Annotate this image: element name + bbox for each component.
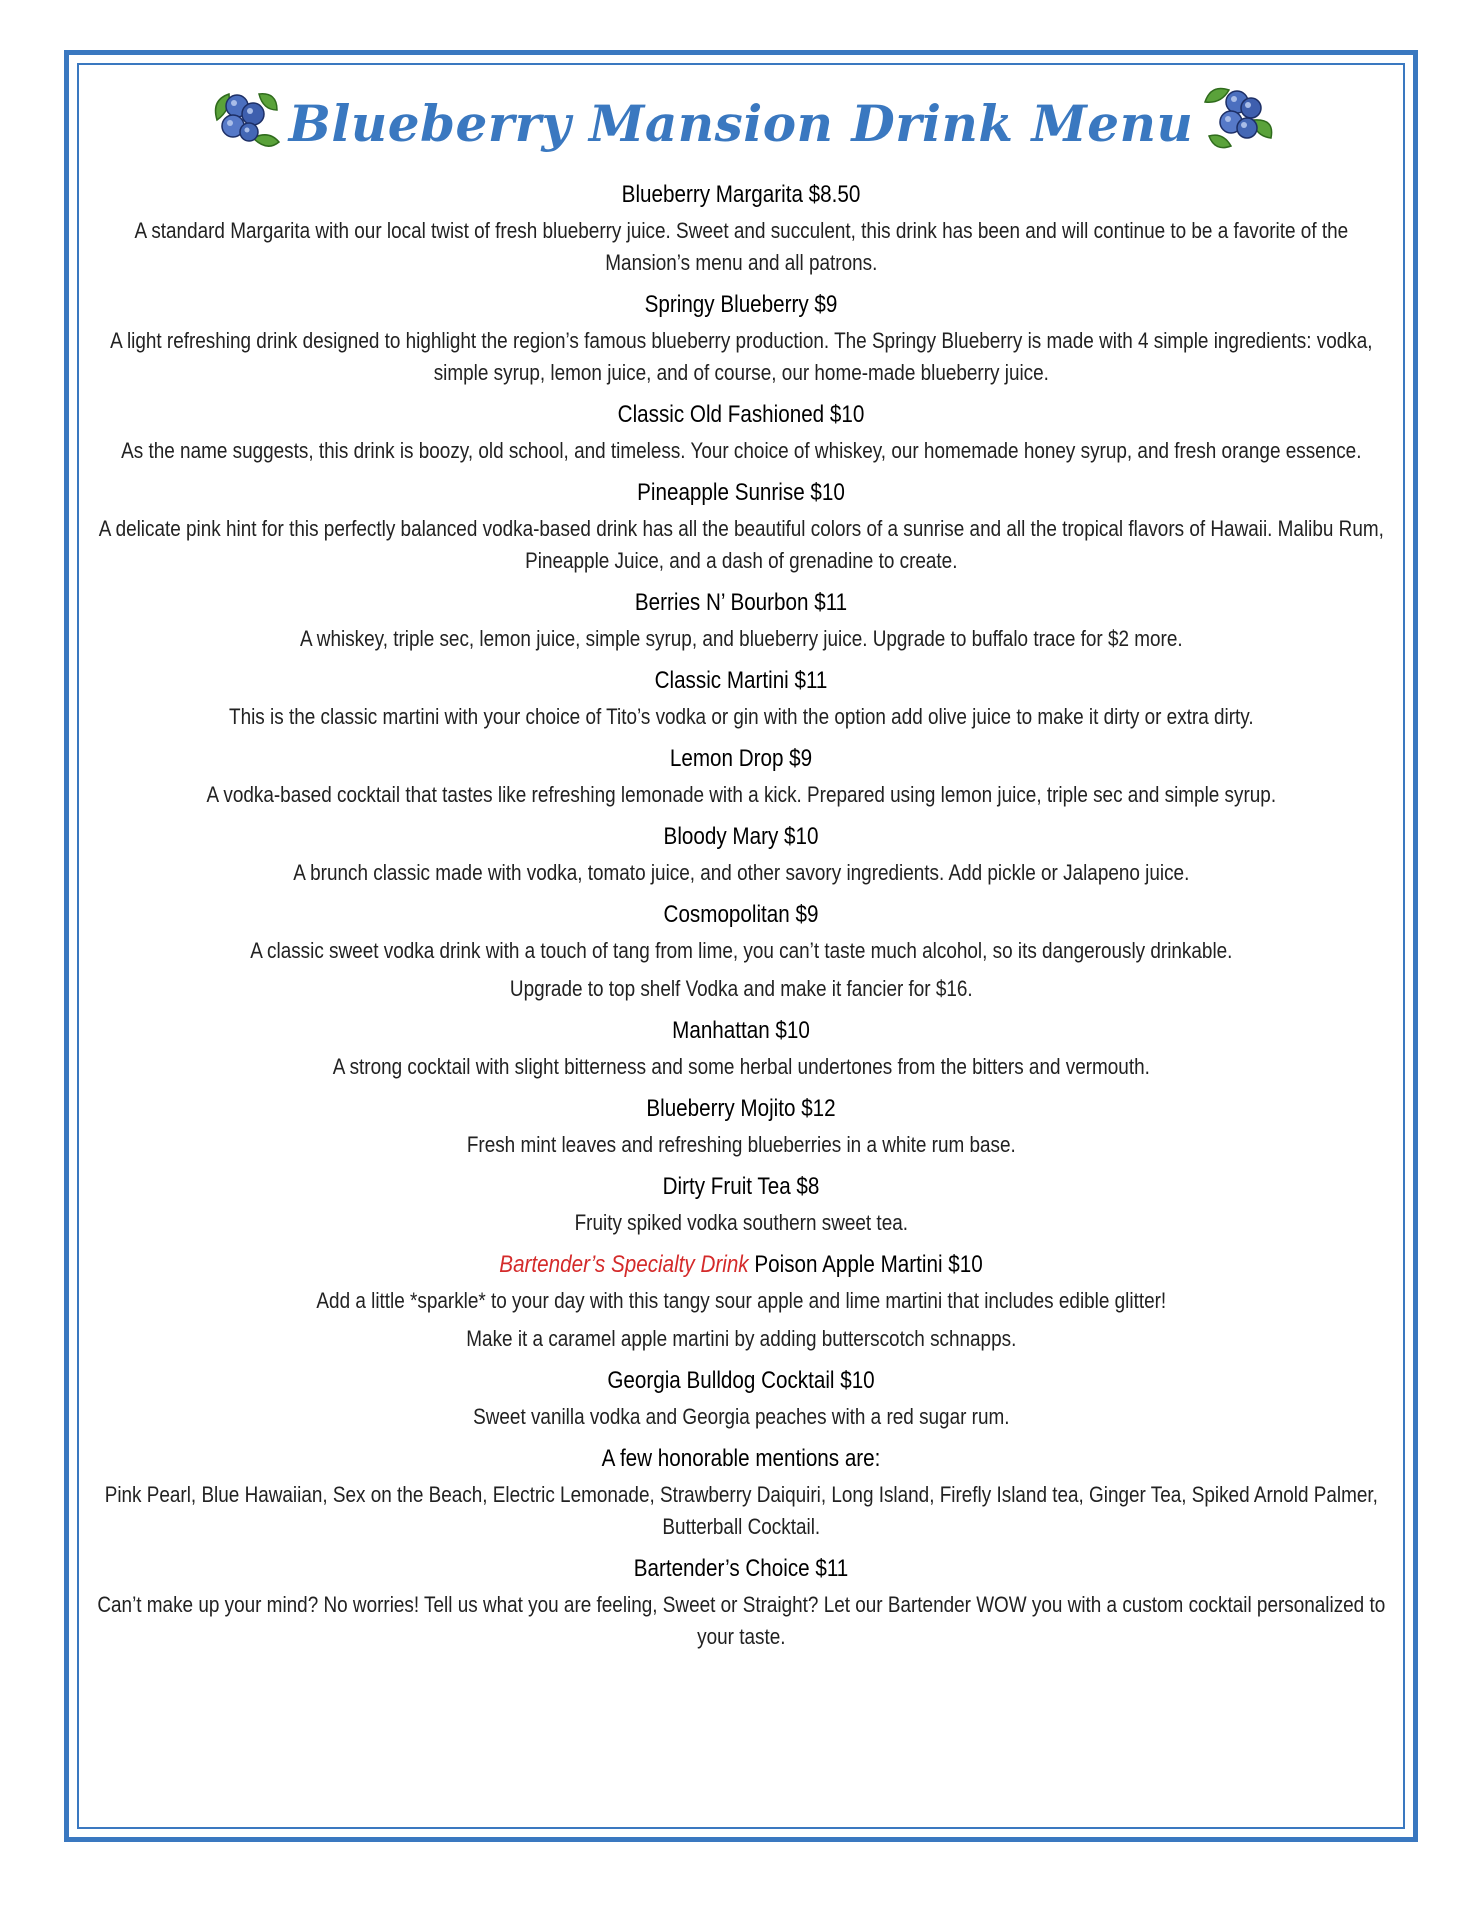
menu-item [89, 1015, 1393, 1083]
drink-description: Fruity spiked vodka southern sweet tea. [574, 1210, 908, 1235]
honorable-mentions [89, 1443, 1393, 1543]
drink-description: A light refreshing drink designed to highlight the region’s famous blueberry production. The Springy Blueberry is made with 4 simple ingredients: vodka, simple syrup, lemon juice, and of course, our home-made blueberry juice. [109, 328, 1373, 385]
drink-description: Sweet vanilla vodka and Georgia peaches with a red sugar rum. [472, 1404, 1010, 1429]
drink-description: A vodka-based cocktail that tastes like refreshing lemonade with a kick. Prepared using lemon juice, triple sec and simple syrup. [206, 782, 1276, 807]
menu-item [89, 821, 1393, 889]
drink-name: Cosmopolitan $9 [663, 901, 819, 928]
drink-name: Blueberry Margarita $8.50 [621, 181, 861, 208]
menu-item [89, 289, 1393, 389]
menu-item [89, 1365, 1393, 1433]
menu-border-outer [64, 50, 1418, 1842]
menu-item [89, 1093, 1393, 1161]
drink-name: Berries N’ Bourbon $11 [634, 589, 848, 616]
page-title: Blueberry Mansion Drink Menu [288, 94, 1194, 153]
menu-item [89, 1553, 1393, 1653]
drink-name: Bloody Mary $10 [663, 823, 819, 850]
specialty-tag: Bartender’s Specialty Drink [499, 1251, 749, 1278]
honorable-mentions-list: Pink Pearl, Blue Hawaiian, Sex on the Beach, Electric Lemonade, Strawberry Daiquiri, Long Island, Firefly Island tea, Ginger Tea, Spiked Arnold Palmer, Butterball Cocktail. [104, 1482, 1378, 1539]
drink-name: Georgia Bulldog Cocktail $10 [607, 1367, 875, 1394]
drink-name: Lemon Drop $9 [669, 745, 813, 772]
drink-description: A brunch classic made with vodka, tomato juice, and other savory ingredients. Add pickle or Jalapeno juice. [292, 860, 1190, 885]
drink-name: Bartender’s Choice $11 [633, 1555, 849, 1582]
menu-item [89, 665, 1393, 733]
drink-description: Add a little *sparkle* to your day with this tangy sour apple and lime martini that includes edible glitter! [316, 1288, 1166, 1313]
menu-item [89, 477, 1393, 577]
drink-description: Can’t make up your mind? No worries! Tell us what you are feeling, Sweet or Straight? Let our Bartender WOW you with a custom cocktail personalized to your taste. [97, 1592, 1385, 1649]
drink-description: A delicate pink hint for this perfectly balanced vodka-based drink has all the beautiful colors of a sunrise and all the tropical flavors of Hawaii. Malibu Rum, Pineapple Juice, and a dash of grenadine to create. [98, 516, 1384, 573]
drink-description: A strong cocktail with slight bitterness and some herbal undertones from the bitters and vermouth. [332, 1054, 1150, 1079]
menu-item [89, 399, 1393, 467]
drink-name: Blueberry Mojito $12 [646, 1095, 836, 1122]
drink-name: Poison Apple Martini $10 [754, 1251, 983, 1278]
blueberry-cluster-icon [207, 80, 281, 154]
drink-description: A classic sweet vodka drink with a touch of tang from lime, you can’t taste much alcohol, so its dangerously drinkable. [249, 938, 1233, 963]
drink-description: This is the classic martini with your choice of Tito’s vodka or gin with the option add olive juice to make it dirty or extra dirty. [228, 704, 1254, 729]
menu-item [89, 743, 1393, 811]
menu-item [89, 179, 1393, 279]
drink-name: Classic Martini $11 [654, 667, 828, 694]
menu-item [89, 899, 1393, 1005]
drink-description: A whiskey, triple sec, lemon juice, simple syrup, and blueberry juice. Upgrade to buffalo trace for $2 more. [299, 626, 1183, 651]
specialty-menu-item [89, 1249, 1393, 1355]
drink-name: Dirty Fruit Tea $8 [662, 1173, 820, 1200]
drink-description: As the name suggests, this drink is boozy, old school, and timeless. Your choice of whiskey, our homemade honey syrup, and fresh orange essence. [120, 438, 1362, 463]
specialty-drink-heading [180, 1249, 1301, 1281]
section-heading: A few honorable mentions are: [601, 1445, 881, 1472]
menu-content [89, 179, 1393, 1663]
drink-upgrade-note: Upgrade to top shelf Vodka and make it fancier for $16. [509, 976, 973, 1001]
drink-description: A standard Margarita with our local twist of fresh blueberry juice. Sweet and succulent, this drink has been and will continue to be a favorite of the Mansion’s menu and all patrons. [134, 218, 1348, 275]
menu-header [69, 67, 1413, 167]
drink-name: Manhattan $10 [672, 1017, 810, 1044]
blueberry-cluster-icon [1201, 80, 1275, 154]
menu-item [89, 587, 1393, 655]
drink-name: Pineapple Sunrise $10 [637, 479, 845, 506]
drink-name: Springy Blueberry $9 [644, 291, 838, 318]
drink-description: Fresh mint leaves and refreshing blueberries in a white rum base. [466, 1132, 1016, 1157]
drink-name: Classic Old Fashioned $10 [617, 401, 865, 428]
drink-upgrade-note: Make it a caramel apple martini by adding butterscotch schnapps. [465, 1326, 1017, 1351]
menu-item [89, 1171, 1393, 1239]
